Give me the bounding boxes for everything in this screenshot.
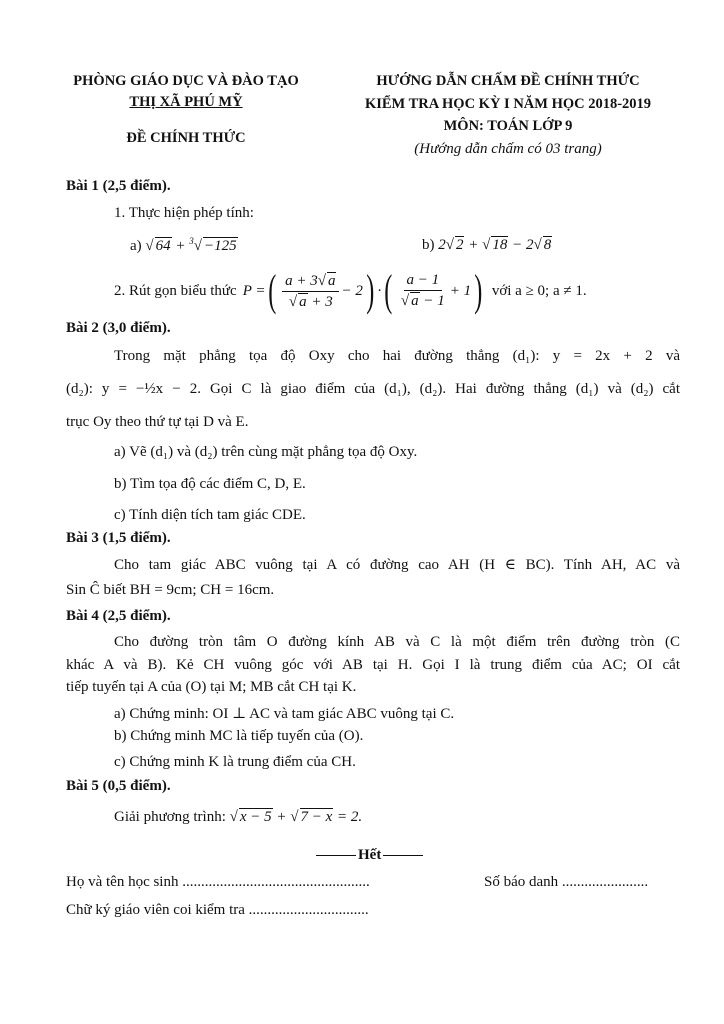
header-left-line3: ĐỀ CHÍNH THỨC	[126, 130, 246, 146]
bai4-title: Bài 4 (2,5 điểm).	[66, 608, 171, 624]
bai5-equation: √ x − 5 + √ 7 − x = 2.	[229, 809, 363, 825]
bai4-a: a) Chứng minh: OI ⊥ AC và tam giác ABC vuông tại C.	[114, 706, 455, 722]
bai2-a: a) Vẽ (d₁) và (d₂) trên cùng mặt phẳng tọa độ Oxy.	[114, 444, 418, 460]
bai3-p2: Sin Ĉ biết BH = 9cm; CH = 16cm.	[66, 582, 275, 598]
bai2-p2: (d₂): y = −½x − 2. Gọi C là giao điểm của (d₁), (d₂). Hai đường thẳng (d₁) và (d₂) cắt	[66, 381, 680, 397]
footer-sbd: Số báo danh .......................	[484, 874, 649, 890]
bai2-b: b) Tìm tọa độ các điểm C, D, E.	[114, 476, 306, 492]
bai1-q1b-expr: 2√ 2 + √ 18 − 2√ 8	[438, 237, 552, 253]
bai1-q1b-label: b)	[422, 237, 435, 253]
bai3-p1: Cho tam giác ABC vuông tại A có đường cao AH (H ∈ BC). Tính AH, AC và	[114, 557, 680, 573]
bai1-q1b	[422, 236, 552, 254]
header-left-line1: PHÒNG GIÁO DỤC VÀ ĐÀO TẠO	[73, 73, 299, 89]
bai4-p1: Cho đường tròn tâm O đường kính AB và C là một điểm trên đường tròn (C	[114, 634, 680, 650]
bai1-title: Bài 1 (2,5 điểm).	[66, 178, 171, 194]
footer-sign: Chữ ký giáo viên coi kiểm tra ................................	[66, 902, 369, 918]
header-right-line4: (Hướng dẫn chấm có 03 trang)	[414, 141, 602, 157]
bai2-c: c) Tính diện tích tam giác CDE.	[114, 507, 306, 523]
bai4-p3: tiếp tuyến tại A của (O) tại M; MB cắt CH tại K.	[66, 679, 357, 695]
bai4-b: b) Chứng minh MC là tiếp tuyến của (O).	[114, 728, 364, 744]
header-right-line2: KIỂM TRA HỌC KỲ I NĂM HỌC 2018-2019	[364, 96, 652, 112]
footer-name: Họ và tên học sinh ..................................................	[66, 874, 370, 890]
het-line-left	[316, 855, 356, 856]
bai1-q1a-label: a)	[130, 238, 142, 254]
bai1-q2-cond: với a ≥ 0; a ≠ 1.	[491, 282, 587, 299]
bai5-p1	[114, 808, 362, 826]
bai5-title: Bài 5 (0,5 điểm).	[66, 778, 171, 794]
het-text: Hết	[358, 847, 382, 863]
bai2-title: Bài 2 (3,0 điểm).	[66, 320, 171, 336]
bai1-q1: 1. Thực hiện phép tính:	[114, 205, 254, 221]
bai1-q2-expr: P = ( $\frac{a + 3√ a}{√ a + 3}$ − 2 ) · ( $\frac{a - 1}{√ a - 1}$ + 1 )	[242, 266, 483, 315]
bai2-p1: Trong mặt phẳng tọa độ Oxy cho hai đường thẳng (d₁): y = 2x + 2 và	[114, 348, 680, 364]
het-divider	[316, 847, 423, 864]
header-right-line1: HƯỚNG DẪN CHẤM ĐỀ CHÍNH THỨC	[376, 73, 640, 89]
bai2-p3: trục Oy theo thứ tự tại D và E.	[66, 414, 249, 430]
bai1-q2	[114, 264, 587, 318]
bai5-p1-label: Giải phương trình:	[114, 809, 226, 825]
bai4-p2: khác A và B). Kẻ CH vuông góc với AB tại H. Gọi I là trung điểm của AC; OI cắt	[66, 657, 680, 673]
header-left-line2: THỊ XÃ PHÚ MỸ	[129, 94, 243, 110]
bai1-q1a-expr: √ 64 + $^3$√ −125	[145, 236, 237, 254]
header-right-line3: MÔN: TOÁN LỚP 9	[443, 118, 573, 134]
bai3-title: Bài 3 (1,5 điểm).	[66, 530, 171, 546]
bai4-c: c) Chứng minh K là trung điểm của CH.	[114, 754, 356, 770]
het-line-right	[383, 855, 423, 856]
bai1-q2-label: 2. Rút gọn biểu thức	[114, 282, 237, 299]
bai1-q1a	[130, 236, 238, 255]
